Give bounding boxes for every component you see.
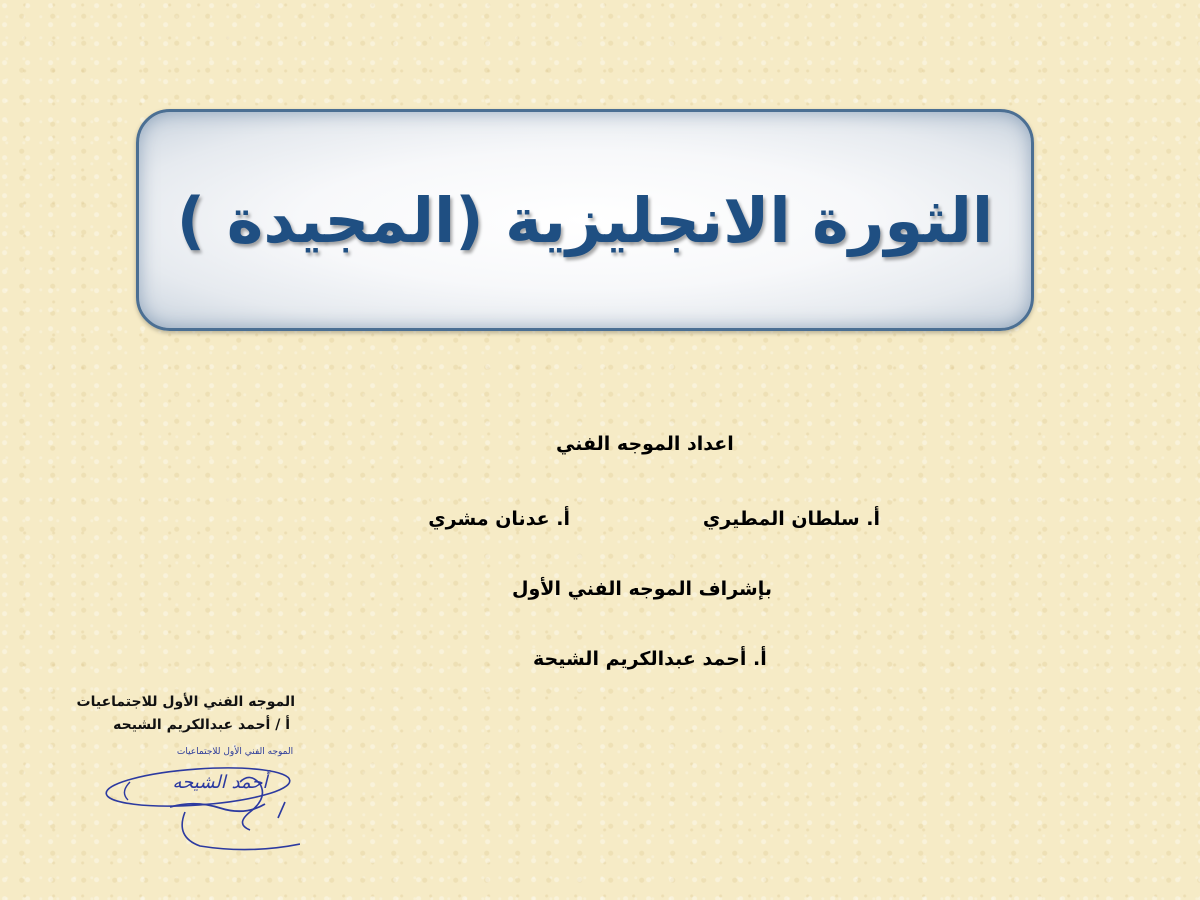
- signature-stamp: [60, 690, 305, 860]
- svg-text:أحمد الشيحه: أحمد الشيحه: [172, 772, 268, 793]
- stamp-name: أ / أحمد عبدالكريم الشيحه: [113, 717, 290, 733]
- author-name-2: أ. عدنان مشري: [428, 508, 570, 530]
- svg-text:الموجه الفني الأول للاجتماعيات: الموجه الفني الأول للاجتماعيات: [176, 747, 294, 757]
- supervisor-name: أ. أحمد عبدالكريم الشيحة: [533, 648, 767, 670]
- supervision-heading: بإشراف الموجه الفني الأول: [512, 578, 772, 600]
- handwritten-signature: [100, 742, 300, 854]
- author-name-1: أ. سلطان المطيري: [702, 508, 880, 530]
- page-title: الثورة الانجليزية (المجيدة ): [176, 183, 994, 257]
- prepared-by-heading: اعداد الموجه الفني: [556, 433, 734, 455]
- stamp-title: الموجه الفني الأول للاجتماعيات: [76, 694, 295, 710]
- title-banner: [136, 109, 1034, 331]
